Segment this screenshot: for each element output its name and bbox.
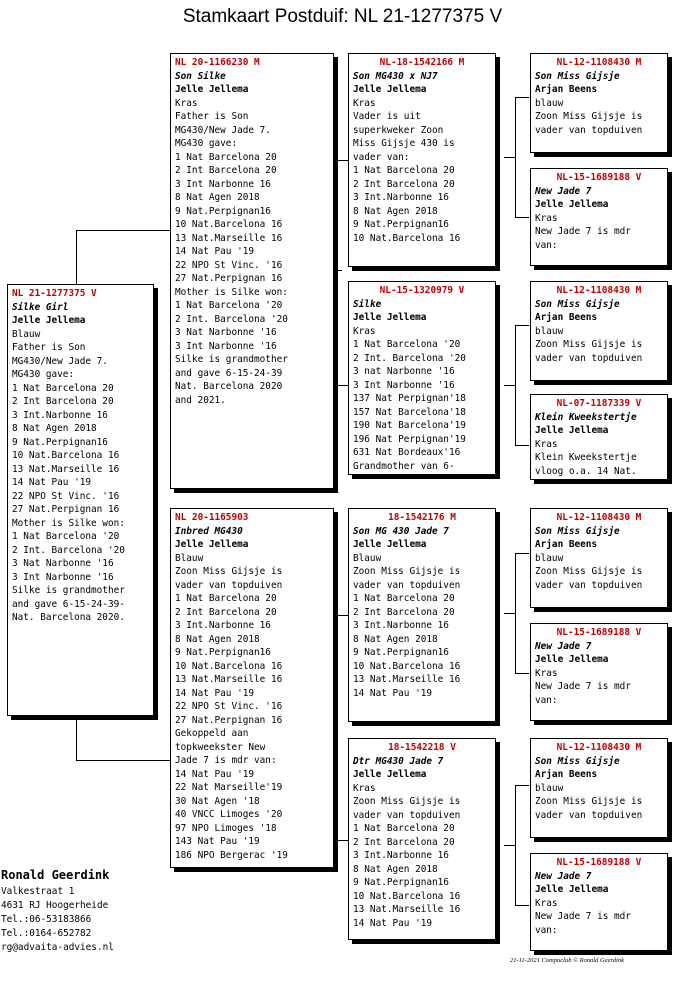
text-line: 631 Nat Bordeaux'16: [353, 447, 461, 458]
pigeon-name: Son Miss Gijsje: [535, 525, 620, 537]
text-line: Gekoppeld aan: [175, 728, 249, 739]
text-line: 14 Nat Pau '19: [12, 477, 92, 488]
ring-number: NL-15-1689188 V: [556, 172, 642, 183]
card-lines: [353, 97, 491, 246]
text-line: Valkestraat 1: [1, 886, 75, 897]
pigeon-name: Son Miss Gijsje: [535, 298, 620, 310]
text-line: 10 Nat.Barcelona 16: [353, 890, 461, 902]
text-line: 14 Nat Pau '19: [175, 687, 255, 699]
text-line: 22 NPO St Vinc. '16: [175, 259, 283, 271]
pigeon-card-subject[interactable]: [7, 284, 154, 716]
pigeon-card-fmm[interactable]: [530, 394, 668, 480]
text-line: Vader is uit: [353, 111, 421, 122]
text-line: 196 Nat Perpignan'19: [353, 433, 466, 445]
pigeon-card-mmf[interactable]: [530, 738, 668, 838]
owner-name: Jelle Jellema: [535, 654, 609, 665]
breeder-address: [1, 885, 114, 955]
connector: [504, 845, 516, 846]
text-line: 14 Nat Pau '19: [175, 768, 255, 780]
card-lines: [353, 552, 491, 701]
text-line: 10 Nat.Barcelona 16: [353, 232, 461, 244]
connector: [76, 230, 77, 285]
pigeon-name: Son MG430 x NJ7: [353, 70, 438, 82]
text-line: 2 Int Barcelona 20: [353, 606, 455, 618]
text-line: blauw: [535, 325, 564, 337]
text-line: rg@advaita-advies.nl: [1, 942, 114, 953]
text-line: Kras: [353, 325, 376, 337]
pigeon-name: Son Miss Gijsje: [535, 755, 620, 767]
text-line: 1 Nat Barcelona '20: [12, 531, 120, 542]
pigeon-name: Silke Girl: [12, 301, 69, 313]
text-line: 2 Int. Barcelona '20: [12, 544, 125, 556]
pigeon-card-mother[interactable]: [170, 508, 334, 868]
owner-name: Jelle Jellema: [12, 315, 86, 326]
text-line: Mother is Silke won:: [12, 517, 125, 529]
text-line: 8 Nat Agen 2018: [353, 863, 438, 875]
text-line: and 2021.: [175, 394, 226, 406]
connector: [504, 613, 516, 614]
text-line: Nat. Barcelona 2020.: [12, 612, 125, 623]
text-line: Zoon Miss Gijsje is: [353, 566, 461, 577]
text-line: 190 Nat Barcelona'19: [353, 420, 466, 431]
text-line: 2 Int. Barcelona '20: [175, 313, 288, 325]
pigeon-card-father[interactable]: [170, 53, 334, 489]
breeder-name: Ronald Geerdink: [1, 868, 110, 882]
pigeon-card-fm[interactable]: [348, 281, 496, 475]
card-lines: [535, 212, 663, 253]
text-line: 13 Nat.Marseille 16: [175, 674, 283, 685]
print-stamp: 21-11-2021 Compuclub © Ronald Geerdink: [510, 957, 624, 964]
ring-number: 18-1542176 M: [388, 512, 456, 523]
connector: [337, 160, 338, 385]
text-line: Zoon Miss Gijsje is: [535, 111, 643, 122]
text-line: 9 Nat.Perpignan16: [353, 219, 449, 230]
text-line: Blauw: [175, 552, 204, 564]
pigeon-name: New Jade 7: [535, 640, 592, 652]
card-lines: [175, 97, 329, 408]
text-line: 27 Nat.Perpignan 16: [12, 504, 120, 515]
card-lines: [12, 328, 149, 625]
ring-number: NL-15-1689188 V: [556, 857, 642, 868]
connector: [76, 230, 171, 231]
text-line: topkweekster New: [175, 741, 266, 753]
text-line: MG430 gave:: [12, 369, 75, 380]
text-line: Father is Son: [175, 111, 249, 122]
ring-number: NL-12-1108430 M: [556, 285, 642, 296]
connector: [515, 445, 529, 446]
card-lines: [535, 897, 663, 938]
text-line: 1 Nat Barcelona 20: [12, 382, 114, 394]
connector: [504, 157, 516, 158]
text-line: van:: [535, 694, 558, 706]
text-line: 3 Int.Narbonne 16: [353, 850, 449, 861]
text-line: Tel.:0164-652782: [1, 928, 92, 939]
text-line: 3 Int.Narbonne 16: [175, 620, 271, 631]
text-line: 9 Nat.Perpignan16: [353, 647, 449, 658]
connector: [76, 715, 77, 760]
pigeon-card-ffm[interactable]: [530, 168, 668, 266]
connector: [515, 97, 529, 98]
owner-name: Jelle Jellema: [175, 539, 249, 550]
ring-number: NL 20-1165903: [175, 512, 249, 523]
text-line: 2 Int Barcelona 20: [175, 165, 277, 176]
pigeon-card-ff[interactable]: [348, 53, 496, 267]
pigeon-name: New Jade 7: [535, 870, 592, 882]
text-line: vloog o.a. 14 Nat.: [535, 465, 637, 477]
text-line: 1 Nat Barcelona 20: [175, 151, 277, 163]
text-line: 10 Nat.Barcelona 16: [353, 660, 461, 672]
text-line: 22 NPO St Vinc. '16: [175, 701, 283, 712]
text-line: 9 Nat.Perpignan16: [12, 436, 108, 448]
text-line: 2 Int Barcelona 20: [353, 836, 455, 848]
text-line: vader van topduiven: [535, 579, 643, 591]
text-line: 13 Nat.Marseille 16: [12, 463, 120, 475]
connector: [515, 785, 529, 786]
text-line: blauw: [535, 782, 564, 794]
ring-number: NL-15-1689188 V: [556, 627, 642, 638]
text-line: Kras: [353, 97, 376, 109]
text-line: 3 Int Narbonne 16: [175, 178, 271, 190]
text-line: 3 Nat Narbonne '16: [175, 327, 277, 338]
card-lines: [535, 782, 663, 823]
text-line: MG430 gave:: [175, 138, 238, 149]
ring-number: NL-15-1320979 V: [379, 285, 465, 296]
text-line: 8 Nat Agen 2018: [12, 423, 97, 434]
text-line: Blauw: [353, 552, 382, 564]
text-line: 14 Nat Pau '19: [353, 687, 433, 699]
text-line: 4631 RJ Hoogerheide: [1, 900, 109, 911]
card-lines: [353, 782, 491, 931]
text-line: 3 Int Narbonne '16: [12, 571, 114, 583]
pigeon-card-fff[interactable]: [530, 53, 668, 153]
text-line: Tel.:06-53183866: [1, 914, 92, 925]
text-line: Grandmother van 6-: [353, 460, 455, 472]
owner-name: Arjan Beens: [535, 539, 598, 550]
text-line: Blauw: [12, 328, 41, 340]
pigeon-name: Son Miss Gijsje: [535, 70, 620, 82]
text-line: 3 Int Narbonne '16: [353, 379, 455, 391]
text-line: and gave 6-15-24-39: [175, 367, 283, 379]
text-line: Kras: [535, 438, 558, 450]
text-line: vader van:: [353, 151, 410, 163]
owner-name: Jelle Jellema: [353, 84, 427, 95]
text-line: vader van topduiven: [535, 124, 643, 136]
text-line: 40 VNCC Limoges '20: [175, 809, 283, 820]
owner-name: Jelle Jellema: [535, 425, 609, 436]
ring-number: NL-07-1187339 V: [556, 398, 642, 409]
pigeon-card-mf[interactable]: [348, 508, 496, 722]
text-line: Silke is grandmother: [175, 354, 288, 365]
pigeon-name: Klein Kweekstertje: [535, 411, 637, 423]
connector: [515, 217, 529, 218]
pigeon-name: Dtr MG430 Jade 7: [353, 755, 444, 767]
pigeon-name: Son MG 430 Jade 7: [353, 525, 449, 537]
text-line: 2 Int Barcelona 20: [12, 396, 114, 407]
ring-number: NL 21-1277375 V: [12, 288, 97, 299]
text-line: Zoon Miss Gijsje is: [535, 339, 643, 350]
text-line: 14 Nat Pau '19: [353, 917, 433, 929]
card-lines: [535, 325, 663, 366]
connector: [76, 760, 171, 761]
ring-number: NL 20-1166230 M: [175, 57, 260, 68]
text-line: 1 Nat Barcelona 20: [175, 593, 277, 604]
text-line: 8 Nat Agen 2018: [353, 205, 438, 217]
text-line: 143 Nat Pau '19: [175, 836, 260, 847]
text-line: Zoon Miss Gijsje is: [353, 796, 461, 807]
owner-name: Jelle Jellema: [353, 769, 427, 780]
page-title: Stamkaart Postduif: NL 21-1277375 V: [182, 6, 503, 27]
owner-name: Arjan Beens: [535, 312, 598, 323]
text-line: Kras: [353, 782, 376, 794]
text-line: 22 Nat Marseille'19: [175, 782, 283, 793]
text-line: 3 Int Narbonne '16: [175, 340, 277, 352]
owner-name: Jelle Jellema: [535, 199, 609, 210]
text-line: 13 Nat.Marseille 16: [175, 232, 283, 244]
connector: [515, 673, 529, 674]
text-line: 2 Int Barcelona 20: [175, 606, 277, 618]
text-line: 13 Nat.Marseille 16: [353, 904, 461, 915]
text-line: 10 Nat.Barcelona 16: [175, 660, 283, 672]
text-line: 3 Int.Narbonne 16: [12, 409, 108, 421]
text-line: 10 Nat.Barcelona 16: [175, 219, 283, 230]
text-line: 1 Nat Barcelona '20: [175, 300, 283, 311]
text-line: Kras: [535, 667, 558, 679]
text-line: MG430/New Jade 7.: [175, 124, 271, 136]
text-line: Klein Kweekstertje: [535, 452, 637, 463]
text-line: 1 Nat Barcelona 20: [353, 593, 455, 604]
ring-number: NL-18-1542166 M: [379, 57, 465, 68]
connector: [515, 325, 529, 326]
owner-name: Jelle Jellema: [175, 84, 249, 95]
text-line: 157 Nat Barcelona'18: [353, 406, 466, 418]
text-line: 97 NPO Limoges '18: [175, 822, 277, 834]
text-line: vader van topduiven: [535, 352, 643, 364]
text-line: 13 Nat.Marseille 16: [353, 674, 461, 685]
pigeon-name: Son Silke: [175, 70, 226, 82]
text-line: 3 Nat Narbonne '16: [12, 558, 114, 569]
text-line: Zoon Miss Gijsje is: [175, 566, 283, 577]
connector: [515, 553, 529, 554]
connector: [515, 905, 529, 906]
pigeon-name: Inbred MG430: [175, 525, 243, 537]
text-line: vader van topduiven: [535, 809, 643, 821]
text-line: Kras: [535, 212, 558, 224]
text-line: vader van topduiven: [175, 579, 283, 591]
card-lines: [175, 552, 329, 863]
pigeon-name: Silke: [353, 298, 382, 310]
text-line: 9 Nat.Perpignan16: [353, 877, 449, 888]
text-line: Father is Son: [12, 342, 86, 353]
text-line: Miss Gijsje 430 is: [353, 138, 455, 149]
pigeon-card-mfm[interactable]: [530, 623, 668, 721]
owner-name: Jelle Jellema: [353, 539, 427, 550]
text-line: 27 Nat.Perpignan 16: [175, 714, 283, 726]
text-line: Zoon Miss Gijsje is: [535, 796, 643, 807]
text-line: 3 Int.Narbonne 16: [353, 620, 449, 631]
ring-number: 18-1542218 V: [388, 742, 456, 753]
text-line: 1 Nat Barcelona 20: [353, 823, 455, 834]
ring-number: NL-12-1108430 M: [556, 57, 642, 68]
text-line: New Jade 7 is mdr: [535, 911, 631, 922]
text-line: 9 Nat.Perpignan16: [175, 647, 271, 658]
owner-name: Jelle Jellema: [353, 312, 427, 323]
text-line: van:: [535, 924, 558, 936]
text-line: 1 Nat Barcelona 20: [353, 165, 455, 176]
text-line: 14 Nat Pau '19: [175, 246, 255, 257]
text-line: superkweker Zoon: [353, 124, 444, 136]
text-line: 30 Nat Agen '18: [175, 795, 260, 807]
pigeon-card-mff[interactable]: [530, 508, 668, 608]
text-line: 22 NPO St Vinc. '16: [12, 490, 120, 502]
ring-number: NL-12-1108430 M: [556, 512, 642, 523]
text-line: van:: [535, 239, 558, 251]
owner-name: Jelle Jellema: [535, 884, 609, 895]
owner-name: Arjan Beens: [535, 769, 598, 780]
pigeon-card-mm[interactable]: [348, 738, 496, 940]
text-line: and gave 6-15-24-39-: [12, 598, 125, 610]
text-line: 9 Nat.Perpignan16: [175, 205, 271, 217]
text-line: 137 Nat Perpignan'18: [353, 393, 466, 404]
connector: [504, 385, 516, 386]
text-line: Zoon Miss Gijsje is: [535, 566, 643, 577]
text-line: Silke is grandmother: [12, 585, 125, 596]
text-line: 1 Nat Barcelona '20: [353, 339, 461, 350]
text-line: Kras: [535, 897, 558, 909]
text-line: 186 NPO Bergerac '19: [175, 849, 288, 861]
text-line: New Jade 7 is mdr: [535, 681, 631, 692]
ring-number: NL-12-1108430 M: [556, 742, 642, 753]
owner-name: Arjan Beens: [535, 84, 598, 95]
text-line: 8 Nat Agen 2018: [175, 633, 260, 645]
text-line: Jade 7 is mdr van:: [175, 755, 277, 766]
card-lines: [353, 325, 491, 474]
text-line: 3 nat Narbonne '16: [353, 366, 455, 377]
text-line: vader van topduiven: [353, 579, 461, 591]
pigeon-card-fmf[interactable]: [530, 281, 668, 381]
card-lines: [535, 97, 663, 138]
text-line: vader van topduiven: [353, 809, 461, 821]
text-line: 8 Nat Agen 2018: [353, 633, 438, 645]
text-line: 3 Int.Narbonne 16: [353, 192, 449, 203]
text-line: Mother is Silke won:: [175, 286, 288, 298]
text-line: 10 Nat.Barcelona 16: [12, 450, 120, 461]
text-line: 27 Nat.Perpignan 16: [175, 273, 283, 284]
pigeon-name: New Jade 7: [535, 185, 592, 197]
pigeon-card-mmm[interactable]: [530, 853, 668, 951]
card-lines: [535, 667, 663, 708]
text-line: 8 Nat Agen 2018: [175, 192, 260, 203]
text-line: New Jade 7 is mdr: [535, 226, 631, 237]
text-line: Nat. Barcelona 2020: [175, 381, 283, 392]
text-line: 2 Int. Barcelona '20: [353, 352, 466, 364]
card-lines: [535, 438, 663, 479]
card-lines: [535, 552, 663, 593]
text-line: blauw: [535, 552, 564, 564]
text-line: 2 Int Barcelona 20: [353, 178, 455, 190]
text-line: Kras: [175, 97, 198, 109]
text-line: blauw: [535, 97, 564, 109]
text-line: MG430/New Jade 7.: [12, 355, 108, 367]
